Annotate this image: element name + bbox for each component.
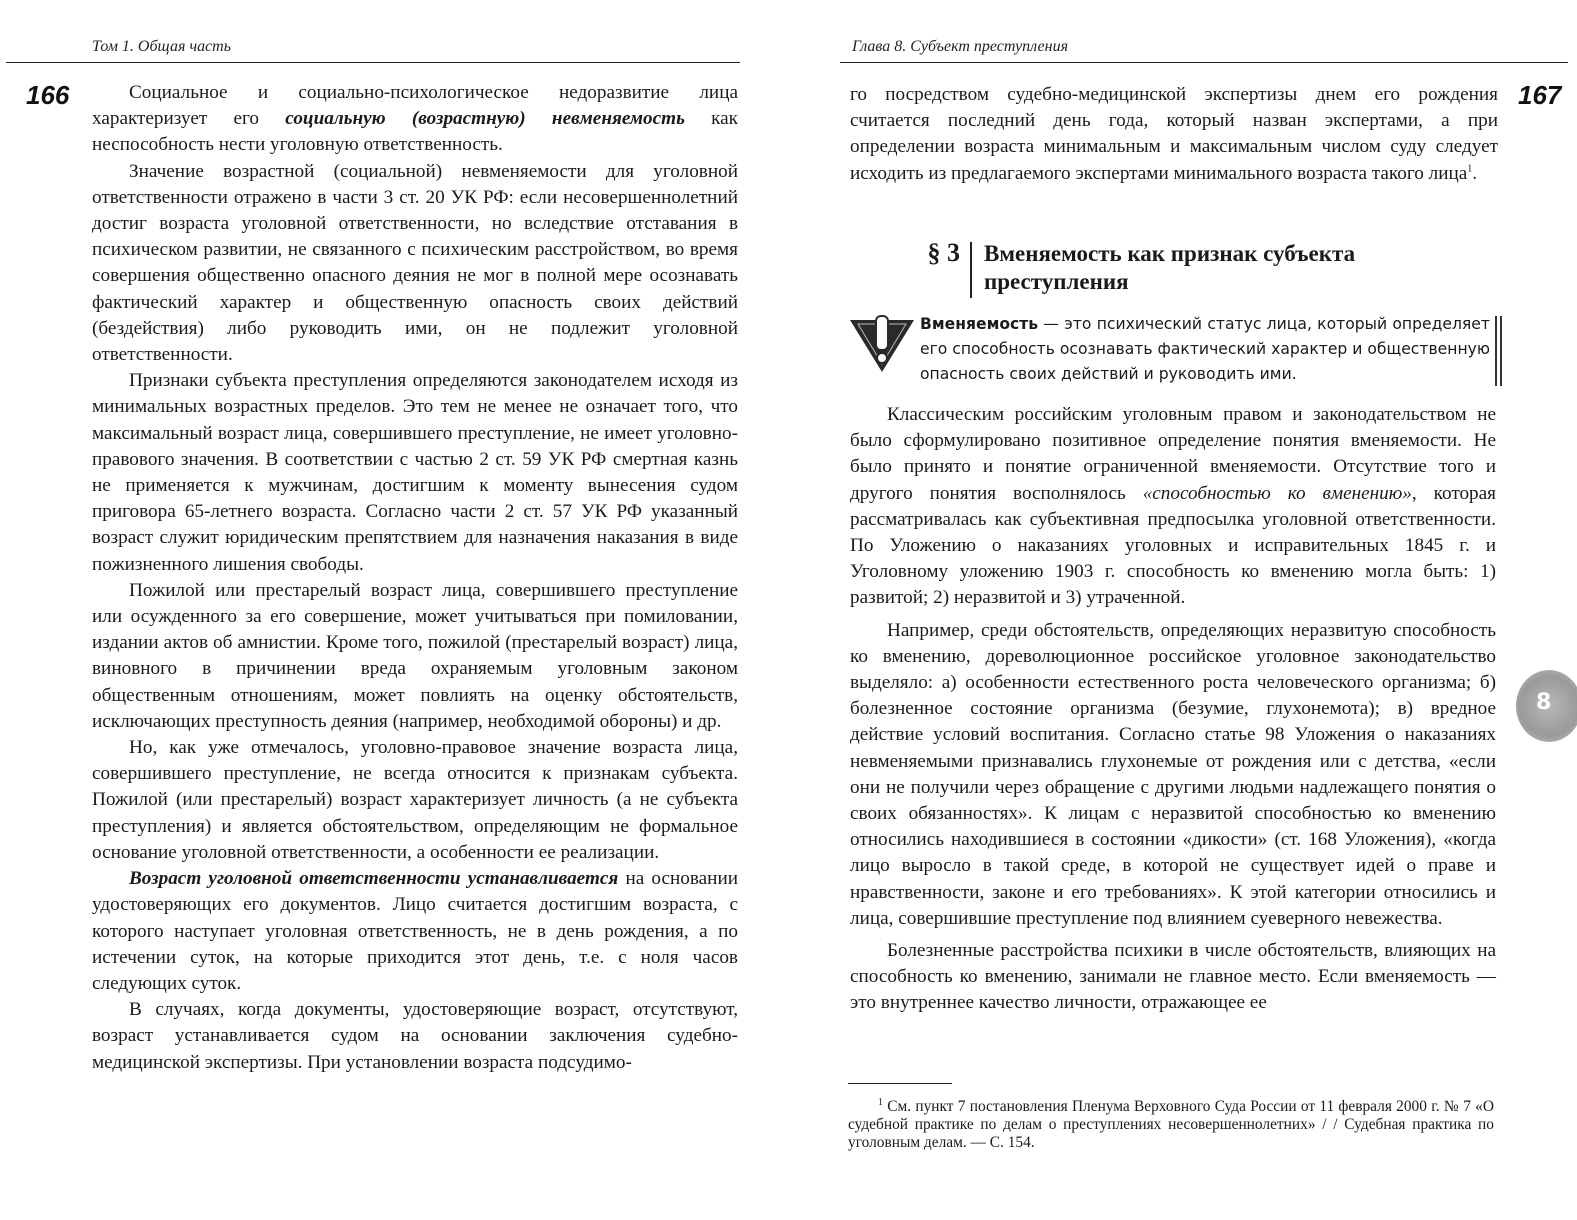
header-rule-right — [840, 62, 1568, 63]
left-page — [0, 0, 780, 1220]
section-title: Вменяемость как признак субъекта преступления — [984, 241, 1356, 294]
paragraph: Например, среди обстоятельств, определяющих неразвитую способность ко вменению, дореволюционное российское уголовное законодательство выделяло: а) особенности естественного роста человеческого организма; б) болезненное состояние организма (безумие, глухонемота); в) вредное действие условий воспитания. Согласно статье 98 Уложения о наказаниях невменяемыми признавались глухонемые от рождения или с детства, «если они не получили через обращение с другими людьми надлежащего понятия о своих обязанностях». К лицам с неразвитой способностью ко вменению относились находившиеся в состоянии «дикости» (ст. 168 Уложения), «когда лицо выросло в такой среде, в которой не существует идей о праве и нравственности, законе и его требованиях». К этой категории относились и лица, совершившие преступление под влиянием суеверного невежества. — [850, 619, 1496, 929]
definition-box — [848, 310, 1508, 388]
right-intro-column — [850, 82, 1498, 187]
page-number-left: 166 — [26, 80, 70, 110]
definition-bar — [1500, 316, 1502, 386]
paragraph: Социальное и социально-психологическое недоразвитие лица характеризует его социальную (возрастную) невменяемость как неспособность нести уголовную ответственность. — [92, 82, 739, 156]
footnote: $^1$ См. пункт 7 постановления Пленума Верховного Суда России от 11 февраля 2000 г. № 7 «О судебной практике по делам о преступлениях несовершеннолетних» / / Судебная практика по уголовным делам. — С. 154. — [848, 1096, 1494, 1151]
footnote-ref: 1 — [1467, 163, 1473, 175]
paragraph: Болезненные расстройства психики в числе обстоятельств, влияющих на способность ко вменению, занимали не главное место. Если вменяемость — это внутреннее качество личности, отражающее ее — [850, 940, 1496, 1014]
footnote-rule — [848, 1083, 952, 1084]
running-head-left: Том 1. Общая часть — [92, 38, 232, 55]
paragraph: Пожилой или престарелый возраст лица, совершившего преступление или осужденного за его совершение, может учитываться при помиловании, издании актов об амнистии. Кроме того, пожилой (престарелый возраст) лица, виновного в причинении вреда охраняемым уголовным законом общественным отношениям, может повлиять на оценку обстоятельств, исключающих преступность деяния (например, необходимой обороны) и др. — [92, 579, 738, 732]
section-number: § 3 — [927, 238, 960, 267]
emphasis-term: Возраст уголовной ответственности устанавливается — [129, 868, 619, 890]
exclamation-icon — [850, 314, 914, 376]
left-text-column — [92, 80, 738, 1076]
right-text-column — [850, 402, 1496, 1017]
header-rule-left — [6, 62, 740, 63]
paragraph: го посредством судебно-медицинской экспертизы днем его рождения считается последний день года, который назван экспертами, а при определении возраста минимальным и максимальным числом суду следует исходить из предлагаемого экспертами минимального возраста такого лица$^1$. — [850, 84, 1498, 184]
paragraph: Но, как уже отмечалось, уголовно-правовое значение возраста лица, совершившего преступление, не всегда относится к признакам субъекта. Пожилой (или престарелый) возраст характеризует личность (а не субъекта преступления) и является обстоятельством, определяющим не формальное основание уголовной ответственности, а особенности ее реализации. — [92, 737, 738, 863]
paragraph: Признаки субъекта преступления определяются законодателем исходя из минимальных возрастных пределов. Это тем не менее не означает того, что максимальный возраст лица, совершившего преступление, не имеет уголовно-правового значения. В соответствии с частью 2 ст. 59 УК РФ смертная казнь не применяется к мужчинам, достигшим к моменту вынесения судом приговора 65-летнего возраста. Согласно части 2 ст. 57 УК РФ указанный возраст служит юридическим препятствием для назначения наказания в виде пожизненного лишения свободы. — [92, 370, 738, 575]
running-head-right: Глава 8. Субъект преступления — [852, 38, 1069, 55]
definition-bar — [1495, 316, 1497, 386]
definition-text: Вменяемость — это психический статус лица, который определяет его способность осознавать фактический характер и общественную опасность своих действий и руководить ими. — [920, 315, 1490, 383]
section-heading — [910, 238, 1450, 300]
emphasis-term: «способностью ко вменению» — [1142, 482, 1412, 504]
paragraph: Значение возрастной (социальной) невменяемости для уголовной ответственности отражено в части 3 ст. 20 УК РФ: если несовершеннолетний достиг возраста уголовной ответственности, но вследствие отставания в психическом развитии, не связанного с психическим расстройством, во время совершения общественно опасного деяния не мог в полной мере осознавать фактический характер и общественную опасность своих действий (бездействия) либо руководить ими, он не подлежит уголовной ответственности. — [92, 160, 738, 366]
emphasis-term: социальную (возрастную) невменяемость — [285, 108, 685, 130]
page-number-right: 167 — [1518, 80, 1562, 110]
paragraph: В случаях, когда документы, удостоверяющие возраст, отсутствуют, возраст устанавливается судом на основании заключения судебно-медицинской экспертизы. При установлении возраста подсудимо- — [92, 999, 738, 1073]
footnote-number: 1 — [878, 1096, 883, 1108]
paragraph: Классическим российским уголовным правом и законодательством не было сформулировано позитивное определение понятия вменяемости. Не было принято и понятие ограниченной вменяемости. Отсутствие того и другого понятия восполнялось «способностью ко вменению», которая рассматривалась как субъективная предпосылка уголовной ответственности. По Уложению о наказаниях уголовных и исправительных 1845 г. и Уголовному уложению 1903 г. способность ко вменению могла быть: 1) развитой; 2) неразвитой и 3) утраченной. — [850, 404, 1496, 609]
section-divider — [970, 242, 972, 298]
definition-term: Вменяемость — [920, 315, 1039, 333]
paragraph: Возраст уголовной ответственности устанавливается на основании удостоверяющих его документов. Лицо считается достигшим возраста, с которого наступает уголовная ответственность, не в день рождения, а по истечении суток, на которые приходится этот день, т.е. с ноля часов следующих суток. — [92, 868, 738, 994]
chapter-tab: 8 — [1516, 670, 1577, 742]
